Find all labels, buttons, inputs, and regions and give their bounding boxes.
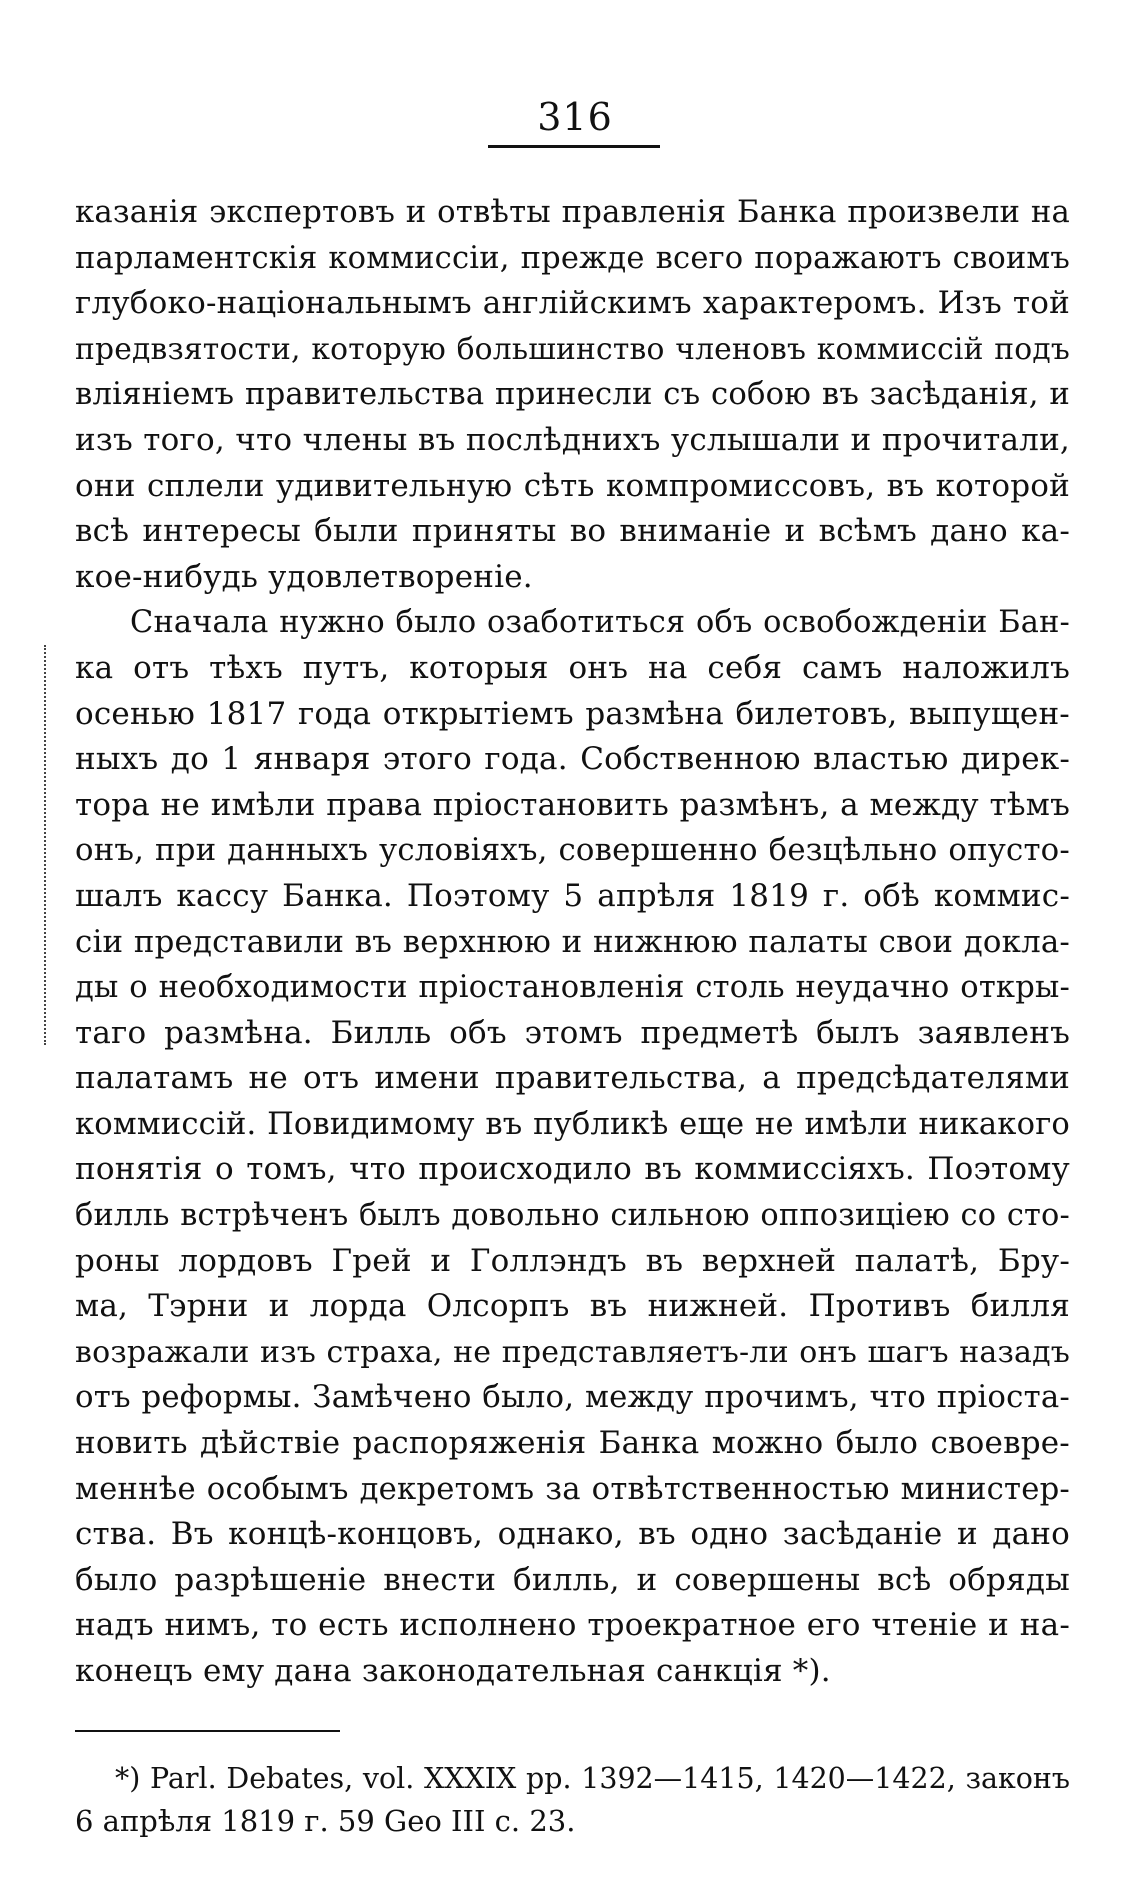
text-line: конецъ ему дана законодательная санкція *). bbox=[75, 1653, 831, 1689]
text-line: сіи представили въ верхнюю и нижнюю палаты свои докла- bbox=[75, 923, 1070, 960]
text-line: ныхъ до 1 января этого года. Собственною властью дирек- bbox=[75, 741, 1070, 778]
text-line: ма, Тэрни и лорда Олсорпъ въ нижней. Противъ билля bbox=[75, 1288, 1070, 1325]
text-line: роны лордовъ Грей и Голлэндъ въ верхней палатѣ, Бру- bbox=[75, 1242, 1070, 1279]
text-line: ды о необходимости пріостановленія столь неудачно откры- bbox=[75, 970, 1070, 1006]
text-line: парламентскія коммиссіи, прежде всего поражаютъ своимъ bbox=[75, 240, 1070, 276]
text-line: отъ реформы. Замѣчено было, между прочимъ, что пріоста- bbox=[75, 1379, 1070, 1416]
page-number: 316 bbox=[537, 95, 613, 139]
text-line: коммиссій. Повидимому въ публикѣ еще не имѣли никакого bbox=[75, 1106, 1070, 1142]
text-line: понятія о томъ, что происходило въ коммиссіяхъ. Поэтому bbox=[75, 1151, 1070, 1188]
text-line: палатамъ не отъ имени правительства, а предсѣдателями bbox=[75, 1060, 1070, 1097]
text-line: вліяніемъ правительства принесли съ собою въ засѣданія, и bbox=[75, 377, 1070, 413]
text-line: осенью 1817 года открытіемъ размѣна билетовъ, выпущен- bbox=[75, 695, 1070, 732]
footnote-line: 6 апрѣля 1819 г. 59 Geo III c. 23. bbox=[75, 1804, 576, 1838]
text-line: онъ, при данныхъ условіяхъ, совершенно безцѣльно опусто- bbox=[75, 832, 1070, 869]
text-line: предвзятости, которую большинство членовъ коммиссій подъ bbox=[75, 331, 1070, 367]
text-line: надъ нимъ, то есть исполнено троекратное его чтеніе и на- bbox=[75, 1607, 1070, 1644]
text-line: билль встрѣченъ былъ довольно сильною оппозиціею со сто- bbox=[75, 1198, 1070, 1234]
text-line: глубоко-національнымъ англійскимъ характеромъ. Изъ той bbox=[75, 285, 1070, 322]
text-line: изъ того, что члены въ послѣднихъ услышали и прочитали, bbox=[75, 421, 1070, 458]
page-number-rule bbox=[488, 145, 660, 148]
text-line: ка отъ тѣхъ путъ, которыя онъ на себя самъ наложилъ bbox=[75, 649, 1070, 686]
text-line: всѣ интересы были приняты во вниманіе и всѣмъ дано ка- bbox=[75, 513, 1070, 550]
text-line: таго размѣна. Билль объ этомъ предметѣ былъ заявленъ bbox=[75, 1014, 1070, 1051]
text-line: было разрѣшеніе внести билль, и совершены всѣ обряды bbox=[75, 1561, 1070, 1598]
text-line: тора не имѣли права пріостановить размѣнъ, а между тѣмъ bbox=[75, 786, 1070, 823]
margin-pencil-mark bbox=[44, 645, 48, 1045]
text-line: шалъ кассу Банка. Поэтому 5 апрѣля 1819 г. обѣ коммис- bbox=[75, 877, 1070, 914]
text-line: они сплели удивительную сѣть компромиссовъ, въ которой bbox=[75, 467, 1070, 504]
paragraph-start-line: Сначала нужно было озаботиться объ освобожденіи Бан- bbox=[130, 605, 1070, 641]
main-text bbox=[75, 190, 1070, 1695]
footnote bbox=[75, 1758, 1070, 1842]
footnote-line: *) Parl. Debates, vol. XXXIX pp. 1392—1415, 1420—1422, законъ bbox=[115, 1762, 1070, 1795]
text-line: новить дѣйствіе распоряженія Банка можно было своевре- bbox=[75, 1425, 1070, 1462]
text-line: возражали изъ страха, не представляетъ-ли онъ шагъ назадъ bbox=[75, 1334, 1070, 1370]
text-line: кое-нибудь удовлетвореніе. bbox=[75, 558, 533, 595]
text-line: ства. Въ концѣ-концовъ, однако, въ одно засѣданіе и дано bbox=[75, 1516, 1070, 1553]
text-line: меннѣе особымъ декретомъ за отвѣтственностью министер- bbox=[75, 1471, 1070, 1507]
footnote-separator bbox=[75, 1730, 340, 1732]
text-line: казанія экспертовъ и отвѣты правленія Банка произвели на bbox=[75, 195, 1070, 230]
